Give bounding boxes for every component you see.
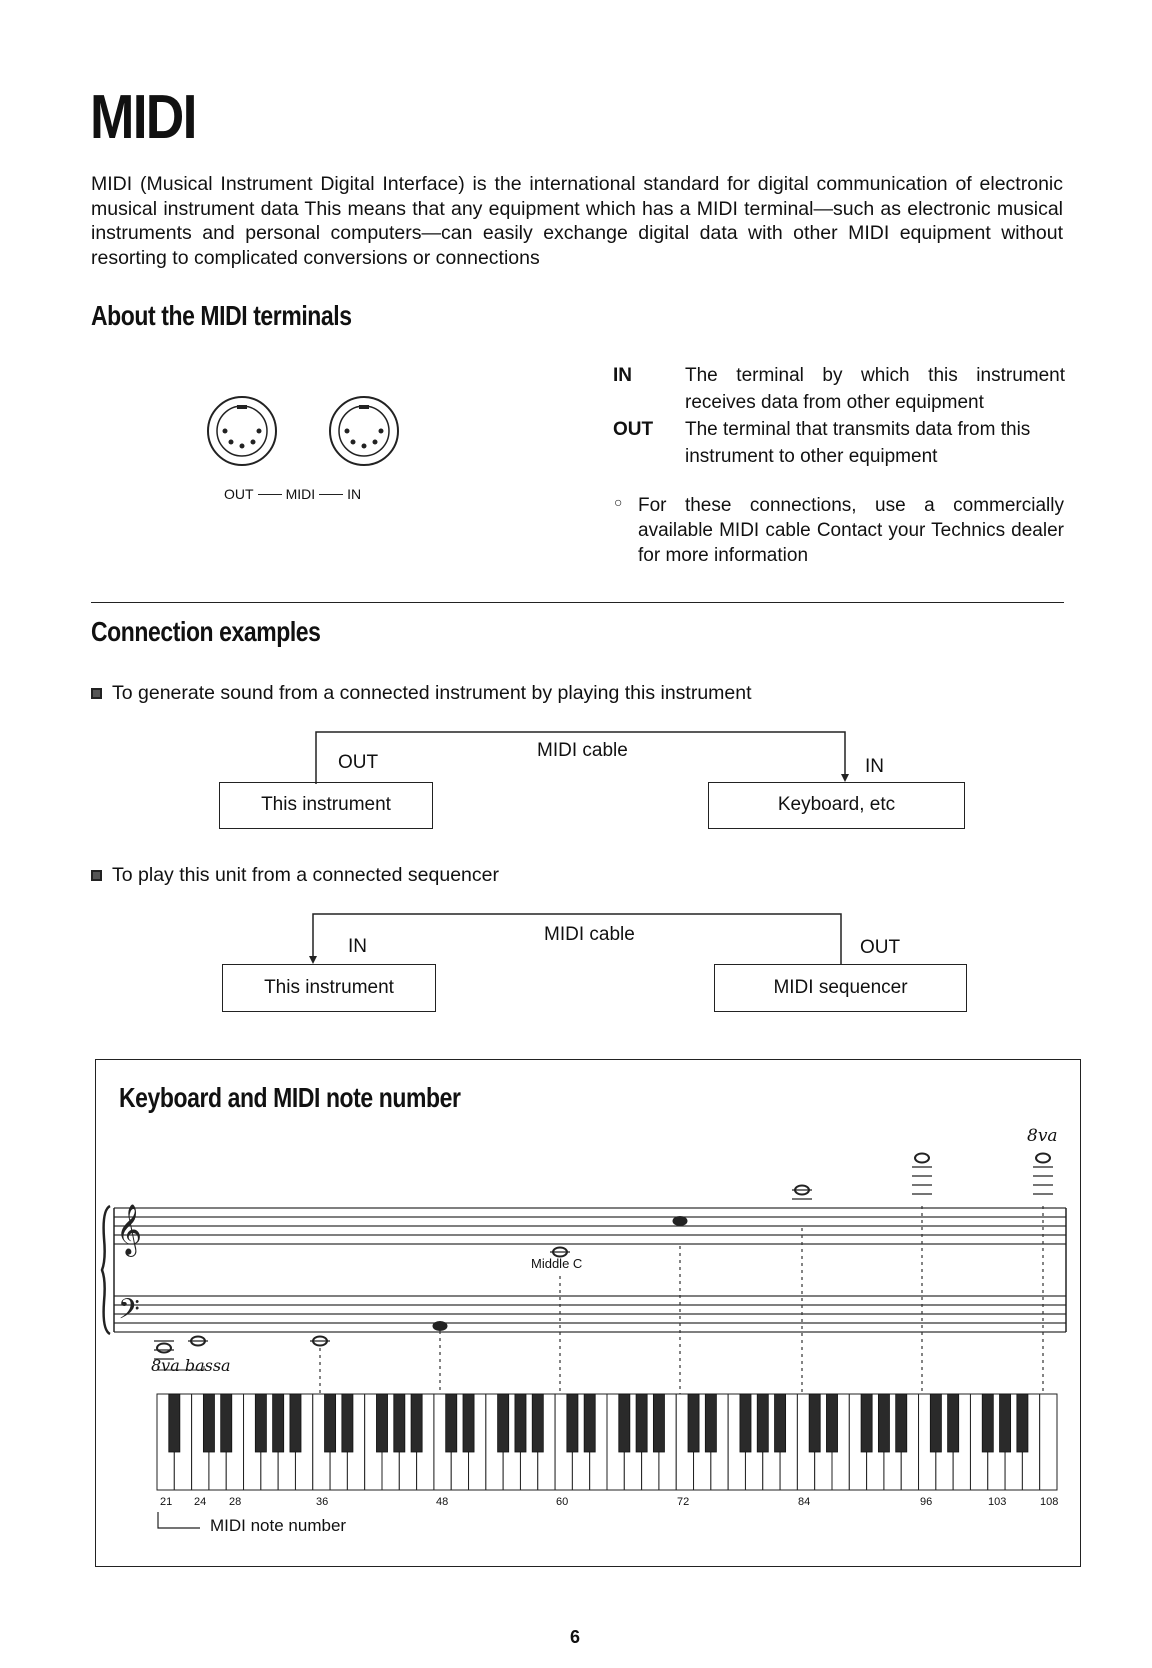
black-key — [463, 1394, 474, 1452]
jack-labels — [224, 486, 361, 502]
example1-keyboard-box: Keyboard, etc — [708, 782, 965, 829]
axis-bracket — [156, 1510, 202, 1532]
black-key — [775, 1394, 786, 1452]
black-key — [826, 1394, 837, 1452]
example1-caption-row — [91, 682, 752, 705]
note-number-label: 84 — [798, 1496, 811, 1508]
connections-heading: Connection examples — [91, 616, 321, 647]
black-key — [255, 1394, 266, 1452]
note-bullet-icon: ○ — [614, 494, 623, 510]
black-key — [619, 1394, 630, 1452]
in-term-description: The terminal by which this instrument receives data from other equipment — [685, 365, 1065, 413]
example1-left-port: OUT — [338, 752, 379, 773]
note-number-label: 48 — [436, 1496, 449, 1508]
terminal-note: For these connections, use a commercially available MIDI cable Contact your Technics dealer for more information — [638, 495, 1064, 566]
black-key — [567, 1394, 578, 1452]
midi-out-jack-icon — [208, 397, 276, 465]
black-key — [203, 1394, 214, 1452]
black-key — [532, 1394, 543, 1452]
example2-caption-row — [91, 864, 499, 887]
octave-down-label: 8va bassa — [151, 1356, 231, 1375]
black-key — [948, 1394, 959, 1452]
example1-right-port: IN — [865, 756, 884, 777]
black-key — [1017, 1394, 1028, 1452]
black-key — [740, 1394, 751, 1452]
black-key — [809, 1394, 820, 1452]
out-term-key: OUT — [613, 419, 654, 440]
black-key — [653, 1394, 664, 1452]
example2-sequencer-box: MIDI sequencer — [714, 964, 967, 1012]
example2-left-port: IN — [348, 936, 367, 957]
black-key — [290, 1394, 301, 1452]
treble-clef-icon: 𝄞 — [116, 1204, 143, 1255]
black-key — [688, 1394, 699, 1452]
black-key — [325, 1394, 336, 1452]
black-key — [930, 1394, 941, 1452]
midi-in-jack-icon — [330, 397, 398, 465]
note-number-axis — [150, 1496, 1070, 1516]
page-title: MIDI — [90, 83, 196, 152]
section-divider — [91, 602, 1064, 603]
note-number-label: 103 — [988, 1496, 1007, 1508]
note-number-label: 60 — [556, 1496, 569, 1508]
note-number-label: 24 — [194, 1496, 207, 1508]
white-key — [1040, 1394, 1057, 1490]
black-key — [982, 1394, 993, 1452]
example2-this-instrument-box: This instrument — [222, 964, 436, 1012]
note-number-label: 96 — [920, 1496, 933, 1508]
note-number-label: 108 — [1040, 1496, 1059, 1508]
black-key — [584, 1394, 595, 1452]
black-key — [757, 1394, 768, 1452]
out-term-description: The terminal that transmits data from this instrument to other equipment — [685, 419, 1031, 467]
example2-cable-label: MIDI cable — [544, 924, 635, 945]
black-key — [515, 1394, 526, 1452]
black-key — [376, 1394, 387, 1452]
black-key — [342, 1394, 353, 1452]
midi-jacks-illustration — [205, 394, 415, 474]
note-number-axis-label: MIDI note number — [210, 1516, 347, 1535]
middle-c-label: Middle C — [531, 1256, 583, 1271]
black-key — [861, 1394, 872, 1452]
intro-paragraph: MIDI (Musical Instrument Digital Interface) is the international standard for digital communication of electronic musical instrument data This means that any equipment which has a MIDI terminal—such as electronic musical instruments and personal computers—can easily exchange digital data with other MIDI equipment without resorting to complicated conversions or connections — [91, 173, 1063, 269]
black-key — [411, 1394, 422, 1452]
keyboard-heading: Keyboard and MIDI note number — [119, 1082, 461, 1113]
example1-caption: To generate sound from a connected instrument by playing this instrument — [112, 682, 752, 704]
terminal-definitions — [613, 362, 1065, 482]
jack-midi-label: MIDI — [285, 486, 316, 502]
treble-staff — [114, 1208, 1066, 1244]
black-key — [636, 1394, 647, 1452]
jack-in-label: IN — [347, 486, 362, 502]
octave-up-label: 8va — [1027, 1126, 1058, 1146]
black-key — [896, 1394, 907, 1452]
black-key — [705, 1394, 716, 1452]
bass-clef-icon: 𝄢 — [118, 1293, 140, 1333]
black-key — [394, 1394, 405, 1452]
black-key — [878, 1394, 889, 1452]
black-key — [273, 1394, 284, 1452]
black-key — [221, 1394, 232, 1452]
bass-staff — [114, 1296, 1066, 1332]
example1-cable-label: MIDI cable — [537, 740, 628, 761]
note-number-label: 21 — [160, 1496, 173, 1508]
note-number-label: 28 — [229, 1496, 242, 1508]
grand-staff-illustration — [100, 1120, 1075, 1400]
jack-out-label: OUT — [224, 486, 254, 502]
terminals-heading: About the MIDI terminals — [91, 300, 352, 331]
black-key — [446, 1394, 457, 1452]
black-key — [498, 1394, 509, 1452]
example2-right-port: OUT — [860, 937, 901, 958]
page-number: 6 — [570, 1627, 581, 1647]
piano-keyboard — [156, 1393, 1058, 1491]
black-key — [169, 1394, 180, 1452]
square-bullet-icon — [91, 870, 102, 881]
black-key — [1000, 1394, 1011, 1452]
note-number-label: 72 — [677, 1496, 690, 1508]
square-bullet-icon — [91, 688, 102, 699]
in-term-key: IN — [613, 365, 632, 386]
example1-this-instrument-box: This instrument — [219, 782, 433, 829]
note-heads — [154, 1154, 1053, 1360]
example2-caption: To play this unit from a connected sequencer — [112, 864, 499, 886]
staff-brace — [102, 1206, 110, 1334]
note-number-label: 36 — [316, 1496, 329, 1508]
